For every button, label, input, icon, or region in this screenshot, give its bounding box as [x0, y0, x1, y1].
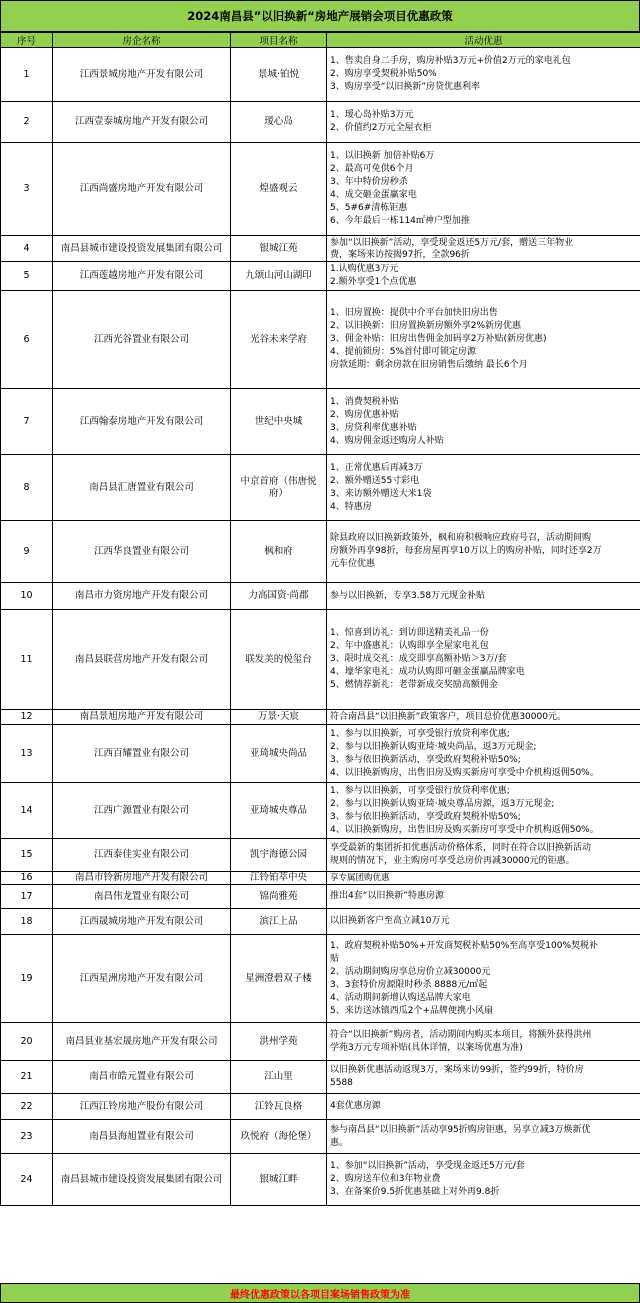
table-row — [1, 1120, 640, 1154]
project-name: 锦尚雅苑 — [231, 885, 327, 909]
company-name: 南昌市皓元置业有限公司 — [53, 1061, 231, 1094]
policy-table-body — [1, 48, 640, 1206]
offer-line: 学苑3万元专项补贴(具体详情，以案场优惠为准) — [330, 1042, 523, 1053]
offer-line: 享专属团购优惠 — [330, 873, 390, 883]
row-number: 16 — [1, 872, 53, 885]
project-name: 亚琦城央尚品 — [231, 725, 327, 783]
offer-line: 3、购房享受“以旧换新”房贷优惠利率 — [330, 82, 481, 92]
offer-line: 符合“以旧换新”购房者，活动期间内购买本项目，将额外获得洪州 — [330, 1029, 592, 1040]
offer-line: 4、以旧换新购房，出售旧房及购买新房可享受中介机构返佣50%。 — [330, 767, 599, 778]
table-row — [1, 935, 640, 1023]
row-number: 20 — [1, 1023, 53, 1061]
header-project: 项目名称 — [231, 33, 327, 48]
table-row — [1, 291, 640, 389]
offer-details — [327, 872, 640, 885]
company-name: 南昌县城市建设投资发展集团有限公司 — [53, 236, 231, 262]
row-number: 3 — [1, 143, 53, 236]
offer-line: 参与以旧换新，专享3.58万元现金补贴 — [330, 590, 486, 601]
project-name: 滨江上品 — [231, 909, 327, 935]
table-row — [1, 1094, 640, 1120]
offer-details — [327, 389, 640, 455]
project-name: 景城·铂悦 — [231, 48, 327, 102]
table-row — [1, 710, 640, 725]
project-name: 江铃瓦良格 — [231, 1094, 327, 1120]
offer-line: 符合南昌县“以旧换新”政策客户，项目总价优惠30000元。 — [330, 711, 566, 722]
offer-line: 以旧换新客户至高立减10万元 — [330, 916, 450, 926]
offer-details — [327, 48, 640, 102]
offer-line: 2、额外赠送55寸彩电 — [330, 475, 420, 486]
offer-line: 2、参与以旧换新认购亚琦·城央尚品，返3万元现金; — [330, 741, 537, 752]
offer-line: 3、来访额外赠送大米1袋 — [330, 488, 432, 499]
table-row — [1, 1061, 640, 1094]
offer-line: 1、政府契税补贴50%+开发商契税补贴50%至高享受100%契税补 — [330, 940, 599, 951]
offer-details — [327, 262, 640, 291]
table-row — [1, 455, 640, 521]
offer-line: 2、购房送车位和3年物业费 — [330, 1174, 441, 1184]
footer-note: 最终优惠政策以各项目案场销售政策为准 — [0, 1283, 640, 1303]
offer-line: 3、限时成交礼：成交即享高额补贴＞3万/套 — [330, 654, 507, 664]
offer-line: 2、购房优惠补贴 — [330, 409, 399, 420]
project-name: 银城江苑 — [231, 236, 327, 262]
offer-line: 1、参与以旧换新，可享受银行放贷利率优惠; — [330, 728, 510, 739]
table-row — [1, 262, 640, 291]
project-name: 江山里 — [231, 1061, 327, 1094]
offer-line: 房额外再享98折，每套房屋再享10万以上的购房补贴，同时还享2万 — [330, 546, 602, 556]
offer-details — [327, 1154, 640, 1206]
offer-details — [327, 610, 640, 710]
company-name: 江西江铃房地产股份有限公司 — [53, 1094, 231, 1120]
offer-line: 1、售卖自身二手房，购房补贴3万元+价值2万元的家电礼包 — [330, 56, 571, 66]
offer-line: 1、正常优惠后再减3万 — [330, 462, 423, 473]
row-number: 7 — [1, 389, 53, 455]
project-name: 万景·天宸 — [231, 710, 327, 725]
row-number: 11 — [1, 610, 53, 710]
offer-line: 1、参加“以旧换新”活动，享受现金返还5万元/套 — [330, 1161, 525, 1171]
company-name: 江西广源置业有限公司 — [53, 783, 231, 839]
offer-line: 2、最高可免供6个月 — [330, 164, 414, 174]
row-number: 2 — [1, 102, 53, 143]
project-name: 中京首府（伟唐悦府） — [231, 455, 327, 521]
company-name: 江西尚盛房地产开发有限公司 — [53, 143, 231, 236]
table-row — [1, 521, 640, 583]
company-name: 江西光谷置业有限公司 — [53, 291, 231, 389]
offer-details — [327, 725, 640, 783]
offer-details — [327, 1094, 640, 1120]
company-name: 南昌市铃新房地产开发有限公司 — [53, 872, 231, 885]
row-number: 22 — [1, 1094, 53, 1120]
header-offers: 活动优惠 — [327, 33, 640, 48]
offer-details — [327, 783, 640, 839]
offer-line: 2.额外享受1个点优惠 — [330, 277, 417, 287]
offer-line: 3、参与依旧换新活动，享受政府契税补贴50%; — [330, 754, 521, 765]
table-row — [1, 909, 640, 935]
company-name: 江西莲越房地产开发有限公司 — [53, 262, 231, 291]
table-row — [1, 236, 640, 262]
offer-line: 4、购房佣金返还购房人补贴 — [330, 435, 444, 446]
offer-line: 4、以旧换新购房，出售旧房及购买新房可享受中介机构返佣50%。 — [330, 824, 599, 835]
offer-line: 5、燃情荐新礼：老带新成交奖励高额佣金 — [330, 680, 498, 690]
offer-line: 除县政府以旧换新政策外，枫和府积极响应政府号召，活动期间购 — [330, 533, 592, 543]
company-name: 江西壹泰城房地产开发有限公司 — [53, 102, 231, 143]
offer-line: 2、以旧换新：旧房置换新房额外享2%新房优惠 — [330, 321, 522, 331]
policy-table — [0, 32, 640, 1206]
row-number: 18 — [1, 909, 53, 935]
project-name: 联发美的悦玺台 — [231, 610, 327, 710]
table-row — [1, 885, 640, 909]
offer-details — [327, 455, 640, 521]
row-number: 19 — [1, 935, 53, 1023]
header-row — [1, 33, 640, 48]
offer-details — [327, 102, 640, 143]
offer-line: 2、活动期间购房享总房价立减30000元 — [330, 966, 491, 977]
project-name: 煌盛观云 — [231, 143, 327, 236]
row-number: 8 — [1, 455, 53, 521]
offer-line: 5588 — [330, 1078, 353, 1088]
company-name: 江西泰佳实业有限公司 — [53, 839, 231, 872]
company-name: 江西景城房地产开发有限公司 — [53, 48, 231, 102]
offer-line: 1、旧房置换：提供中介平台加快旧房出售 — [330, 308, 498, 318]
offer-details — [327, 236, 640, 262]
offer-details — [327, 885, 640, 909]
table-row — [1, 583, 640, 610]
company-name: 南昌县业基宏晟房地产开发有限公司 — [53, 1023, 231, 1061]
offer-line: 2、购房享受契税补贴50% — [330, 69, 437, 79]
offer-line: 6、今年最后一栋114㎡神户型加推 — [330, 216, 470, 226]
row-number: 17 — [1, 885, 53, 909]
project-name: 江铃铂萃中央 — [231, 872, 327, 885]
offer-line: 4套优惠房源 — [330, 1101, 381, 1111]
offer-line: 4、成交砸金蛋赢家电 — [330, 190, 417, 200]
offer-line: 3、参与依旧换新活动，享受政府契税补贴50%; — [330, 811, 521, 822]
table-row — [1, 839, 640, 872]
offer-line: 2、价值约2万元全屋衣柜 — [330, 123, 432, 133]
offer-line: 2、参与以旧换新认购亚琦·城央尊品房源，返3万元现金; — [330, 798, 555, 809]
table-row — [1, 610, 640, 710]
offer-details — [327, 935, 640, 1023]
offer-details — [327, 143, 640, 236]
project-name: 凯宇海德公园 — [231, 839, 327, 872]
table-row — [1, 1154, 640, 1206]
row-number: 14 — [1, 783, 53, 839]
offer-details — [327, 1023, 640, 1061]
offer-line: 参加“以旧换新”活动，享受现金返还5万元/套，赠送三年物业 — [330, 237, 574, 248]
row-number: 4 — [1, 236, 53, 262]
offer-line: 4、特惠房 — [330, 501, 372, 512]
project-name: 瑷心岛 — [231, 102, 327, 143]
table-row — [1, 1023, 640, 1061]
company-name: 南昌县海旭置业有限公司 — [53, 1120, 231, 1154]
offer-line: 1、惊喜到访礼：到访即送精美礼品一份 — [330, 628, 489, 638]
header-company: 房企名称 — [53, 33, 231, 48]
table-row — [1, 725, 640, 783]
table-row — [1, 143, 640, 236]
row-number: 24 — [1, 1154, 53, 1206]
offer-line: 3、在备案价9.5折优惠基础上对外再9.8折 — [330, 1187, 500, 1197]
offer-line: 以旧换新优惠活动返现3万，案场来访99折，签约99折，特价房 — [330, 1065, 584, 1075]
offer-line: 4、提前锁房：5%首付即可锁定房源 — [330, 347, 477, 357]
offer-details — [327, 1061, 640, 1094]
offer-details — [327, 710, 640, 725]
offer-line: 1、以旧换新 加倍补贴6万 — [330, 151, 435, 161]
offer-line: 3、年中特价房秒杀 — [330, 177, 408, 187]
project-name: 光谷未来学府 — [231, 291, 327, 389]
row-number: 5 — [1, 262, 53, 291]
offer-details — [327, 1120, 640, 1154]
offer-line: 5、来访送冰镇西瓜2个+品牌便携小风扇 — [330, 1005, 493, 1016]
table-row — [1, 48, 640, 102]
company-name: 江西华良置业有限公司 — [53, 521, 231, 583]
offer-line: 1.认购优惠3万元 — [330, 264, 399, 274]
offer-line: 参与南昌县“以旧换新”活动享95折购房钜惠，另享立减3万焕新优 — [330, 1124, 591, 1135]
project-name: 洪州学苑 — [231, 1023, 327, 1061]
project-name: 玖悦府（海伦堡） — [231, 1120, 327, 1154]
company-name: 南昌景旭房地产开发有限公司 — [53, 710, 231, 725]
offer-line: 5、5#6#清栋钜惠 — [330, 203, 408, 213]
row-number: 10 — [1, 583, 53, 610]
table-row — [1, 389, 640, 455]
company-name: 南昌县联营房地产开发有限公司 — [53, 610, 231, 710]
project-name: 星洲澄碧双子楼 — [231, 935, 327, 1023]
row-number: 13 — [1, 725, 53, 783]
offer-line: 费，案场来访按揭97折，全款96折 — [330, 249, 470, 260]
project-name: 枫和府 — [231, 521, 327, 583]
offer-line: 房款延期：剩余房款在旧房销售后缴纳 最长6个月 — [330, 360, 528, 370]
header-no: 序号 — [1, 33, 53, 48]
company-name: 江西百耀置业有限公司 — [53, 725, 231, 783]
project-name: 银城江畔 — [231, 1154, 327, 1206]
offer-details — [327, 583, 640, 610]
table-row — [1, 102, 640, 143]
offer-line: 3、佣金补贴：旧房出售佣金加码享2万补贴(新房优惠) — [330, 334, 547, 344]
offer-line: 贴 — [330, 953, 340, 964]
row-number: 12 — [1, 710, 53, 725]
table-row — [1, 872, 640, 885]
page-title: 2024南昌县”以旧换新“房地产展销会项目优惠政策 — [0, 0, 640, 32]
company-name: 南昌市力资房地产开发有限公司 — [53, 583, 231, 610]
offer-line: 1、瑷心岛补贴3万元 — [330, 110, 414, 120]
offer-line: 元车位优惠 — [330, 559, 376, 569]
offer-line: 1、参与以旧换新，可享受银行放贷利率优惠; — [330, 785, 510, 796]
row-number: 1 — [1, 48, 53, 102]
row-number: 15 — [1, 839, 53, 872]
offer-line: 规则的情况下，业主购房可享受总房价再减30000元的钜惠。 — [330, 856, 575, 866]
company-name: 江西晟城房地产开发有限公司 — [53, 909, 231, 935]
offer-line: 3、3套特价房源限时秒杀 8888元/㎡起 — [330, 979, 488, 990]
offer-line: 推出4套“以旧换新”特惠房源 — [330, 891, 445, 901]
offer-line: 4、壕华家电礼：成功认购即可砸金蛋赢品牌家电 — [330, 667, 525, 677]
project-name: 九颂山河山湖印 — [231, 262, 327, 291]
company-name: 江西星洲房地产开发有限公司 — [53, 935, 231, 1023]
offer-details — [327, 909, 640, 935]
offer-line: 惠。 — [330, 1137, 349, 1148]
project-name: 世纪中央城 — [231, 389, 327, 455]
offer-line: 2、年中盛惠礼：认购即享全屋家电礼包 — [330, 641, 489, 651]
row-number: 9 — [1, 521, 53, 583]
table-row — [1, 783, 640, 839]
row-number: 23 — [1, 1120, 53, 1154]
offer-line: 享受最新的集团折扣优惠活动价格体系，同时在符合以旧换新活动 — [330, 843, 592, 853]
project-name: 亚琦城央尊品 — [231, 783, 327, 839]
offer-details — [327, 291, 640, 389]
company-name: 南昌县汇唐置业有限公司 — [53, 455, 231, 521]
offer-details — [327, 839, 640, 872]
offer-line: 1、消费契税补贴 — [330, 396, 399, 407]
company-name: 南昌伟龙置业有限公司 — [53, 885, 231, 909]
company-name: 南昌县城市建设投资发展集团有限公司 — [53, 1154, 231, 1206]
offer-line: 3、房贷利率优惠补贴 — [330, 422, 417, 433]
offer-details — [327, 521, 640, 583]
offer-line: 4、活动期间新增认购送品牌大家电 — [330, 992, 471, 1003]
row-number: 21 — [1, 1061, 53, 1094]
company-name: 江西翰泰房地产开发有限公司 — [53, 389, 231, 455]
project-name: 力高国资·尚郡 — [231, 583, 327, 610]
row-number: 6 — [1, 291, 53, 389]
